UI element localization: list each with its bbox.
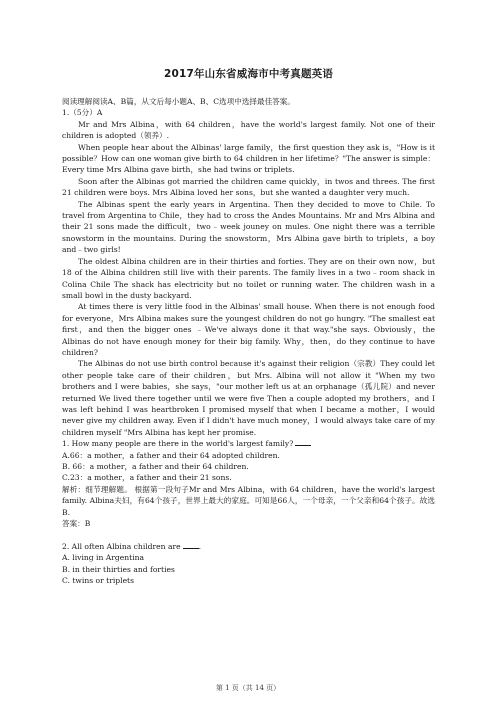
question-2-option-c: C. twins or triplets — [62, 576, 135, 586]
question-1-analysis: 解析：细节理解题。 根据第一段句子Mr and Mrs Albina，with 64 children，have the world's largest family. Albina夫妇，有64个孩子，世界上最大的家庭。可知是66人，一个母亲，一个父亲和64个孩子。故选B. — [62, 484, 435, 517]
question-1-option-b: B. 66：a mother，a father and their 64 children. — [62, 462, 249, 471]
answer-blank — [183, 541, 199, 549]
document-body — [62, 96, 435, 586]
spacer — [62, 529, 435, 540]
passage-paragraph-1: Mr and Mrs Albina，with 64 children，have the world's largest family. Not one of their children is adopted（领养）. — [62, 119, 435, 141]
question-2-text: 2. All often Albina children are — [62, 541, 181, 551]
question-2-option-b: B. in their thirties and forties — [62, 564, 175, 574]
passage-paragraph-2: When people hear about the Albinas' large family，the first question they ask is，"How is it possible？How can one woman give birth to 64 children in her lifetime？"The answer is simple：Every time Mrs Albina gave birth，she had twins or triplets. — [62, 142, 435, 175]
question-1-option-a: A.66：a mother，a father and their 64 adopted children. — [62, 450, 280, 460]
passage-paragraph-6: At times there is very little food in the Albinas' small house. When there is not enough food for everyone，Mrs Albina makes sure the youngest children do not go hungry. "The smallest eat first，and then the bigger ones ﹣We've always done it that way."she says. Obviously，the Albinas do not have enough money for their big family. Why，then，do they continue to have children? — [62, 302, 435, 357]
page-footer: 第 1 页（共 14 页） — [215, 684, 281, 692]
passage-paragraph-3: Soon after the Albinas got married the children came quickly，in twos and threes. The first 21 children were boys. Mrs Albina loved her sons，but she wanted a daughter very much. — [62, 176, 435, 198]
question-1-answer: 答案：B — [62, 519, 91, 529]
question-1-option-c: C.23：a mother，a father and their 21 sons. — [62, 473, 232, 483]
answer-blank — [295, 438, 311, 446]
question-1-stem — [62, 438, 435, 449]
question-2-stem: 2. All often Albina children are . — [62, 541, 202, 551]
question-1-text: 1. How many people are there in the world's largest family? — [62, 439, 294, 449]
instruction-text: 阅读理解阅读A、B篇，从文后每小题A、B、C选项中选择最佳答案。 — [62, 97, 295, 106]
question-header: 1.（5分）A — [62, 108, 103, 118]
passage-paragraph-4: The Albinas spent the early years in Argentina. Then they decided to move to Chile. To travel from Argentina to Chile，they had to cross the Andes Mountains. Mr and Mrs Albina and their 21 sons made the difficult，two﹣week jouney on mules. One night there was a terrible snowstorm in the mountains. During the snowstorm，Mrs Albina gave birth to triplets，a boy and﹣two girls! — [62, 199, 435, 255]
passage-paragraph-7: The Albinas do not use birth control because it's against their religion（宗教）They could let other people take care of their children，but Mrs. Albina will not allow it "When my two brothers and I were babies，she says，"our mother left us at an orphanage（孤儿院）and never returned We lived there together until we were five Then a couple adopted my brothers，and I was left behind I was heartbroken I promised myself that when I became a mother，I would never give my children away. Even if I didn't have much money，I would always take care of my children myself "Mrs Albina has kept her promise. — [62, 359, 435, 437]
question-2-option-a: A. living in Argentina — [62, 553, 145, 563]
page-title: 2017年山东省威海市中考真题英语 — [163, 68, 334, 80]
passage-paragraph-5: The oldest Albina children are in their thirties and forties. They are on their own now，but 18 of the Albina children still live with their parents. The family lives in a two﹣room shack in Colina Chile The shack has electricity but no toilet or running water. The children wash in a small bowl in the dusty backyard. — [62, 256, 435, 300]
